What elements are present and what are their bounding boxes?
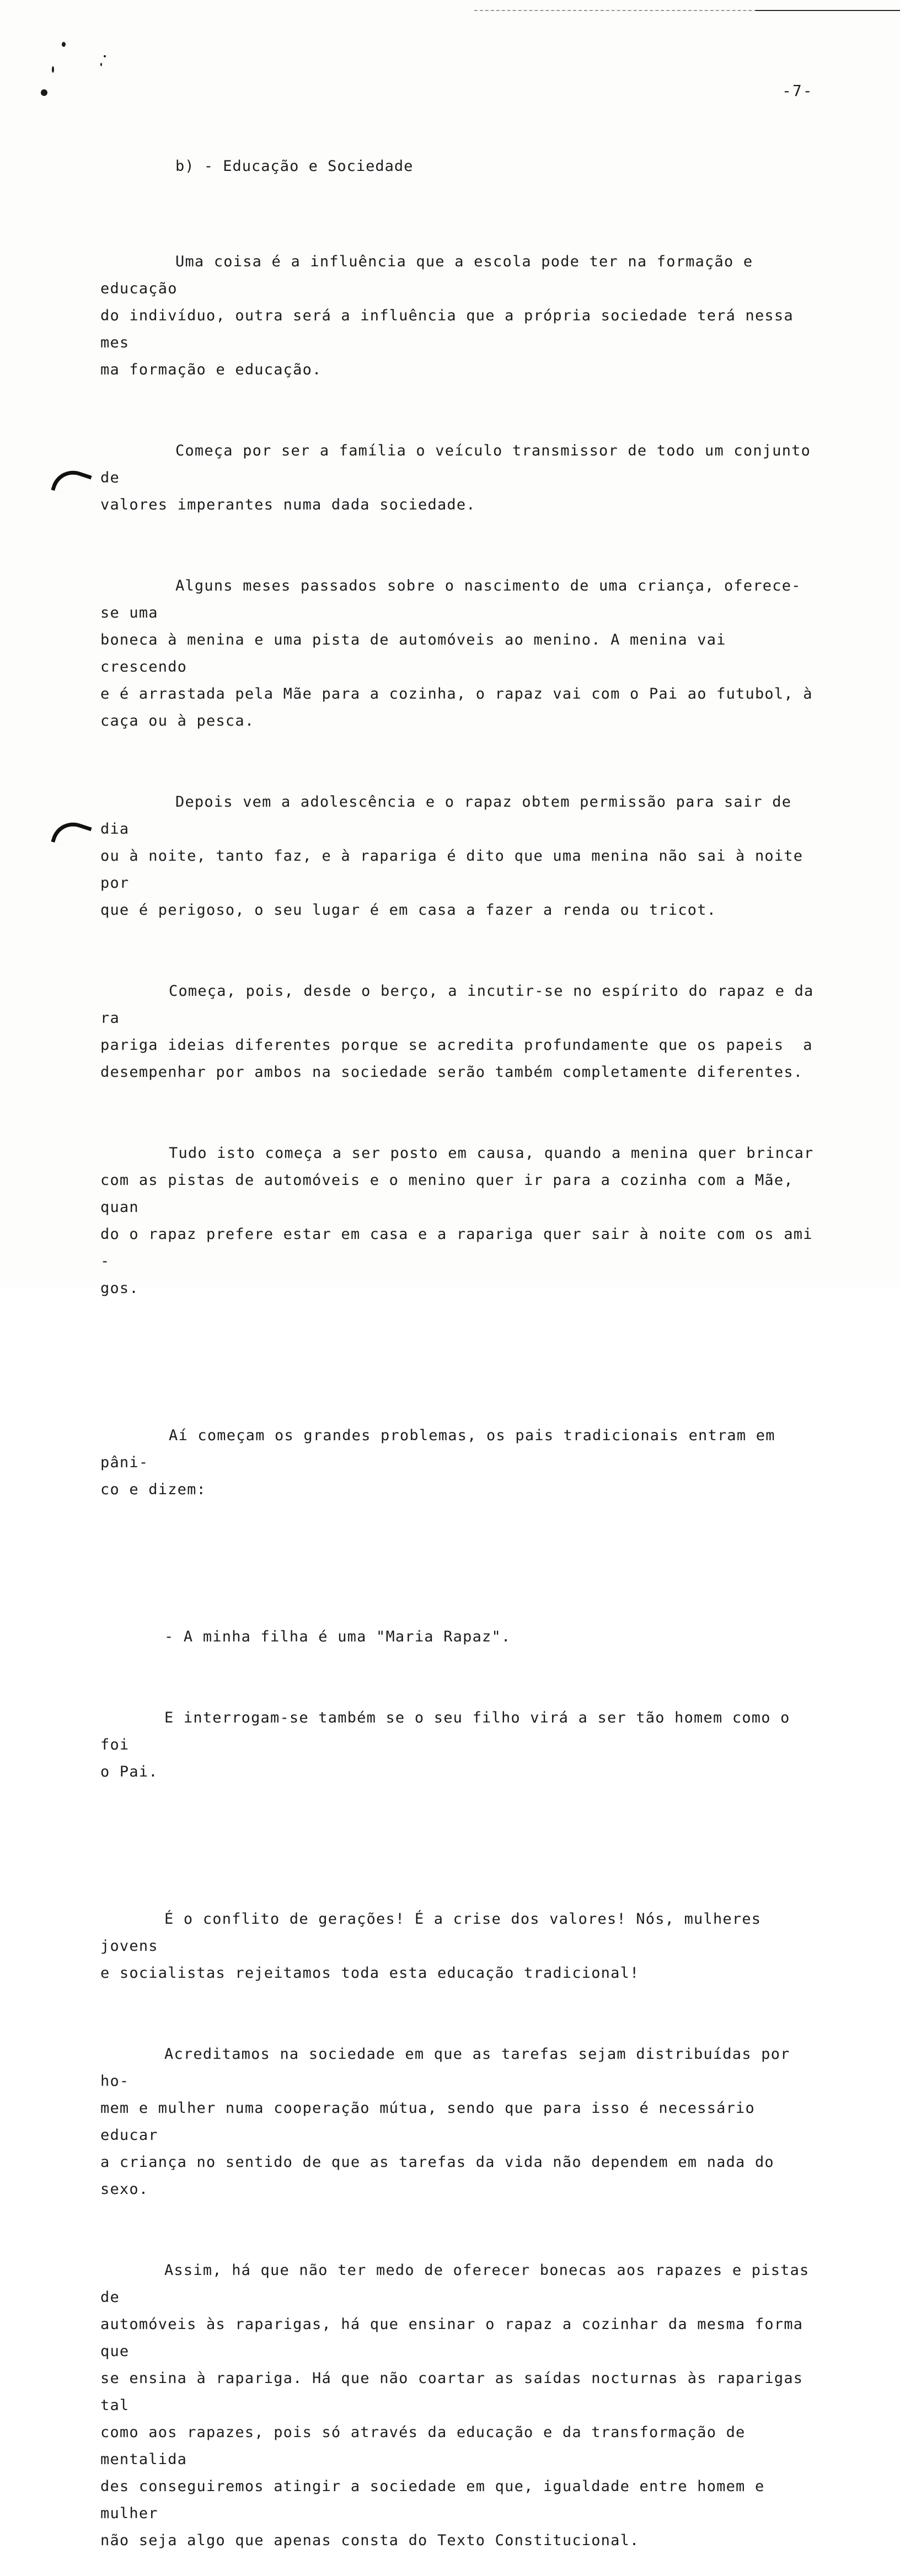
paragraph: Começa por ser a família o veículo transmissor de todo um conjunto de valores imperantes numa dada sociedade. xyxy=(100,442,811,513)
scan-speck xyxy=(100,63,102,66)
paragraph: Aí começam os grandes problemas, os pais tradicionais entram em pâni- co e dizem: xyxy=(100,1427,775,1498)
scan-speck xyxy=(62,42,66,47)
body-text xyxy=(100,194,817,2576)
paragraph: Tudo isto começa a ser posto em causa, quando a menina quer brincar com as pistas de automóveis e o menino quer ir para a cozinha com a Mãe, quan do o rapaz prefere estar em casa e a rapariga quer sair à noite com os ami - gos. xyxy=(100,1145,814,1297)
quoted-line: - A minha filha é uma "Maria Rapaz". xyxy=(164,1628,511,1645)
section-title: b) - Educação e Sociedade xyxy=(175,158,414,175)
paragraph: E interrogam-se também se o seu filho virá a ser tão homem como o foi o Pai. xyxy=(100,1709,790,1780)
paragraph: Acreditamos na sociedade em que as tarefas sejam distribuídas por ho- mem e mulher numa cooperação mútua, sendo que para isso é necessário educar a criança no sentido de que as tarefas da vida não dependem em nada do sexo. xyxy=(100,2046,790,2198)
scan-speck xyxy=(104,55,106,57)
paragraph: Assim, há que não ter medo de oferecer bonecas aos rapazes e pistas de automóveis às raparigas, há que ensinar o rapaz a cozinhar da mesma forma que se ensina à rapariga. Há que não coartar as saídas nocturnas às raparigas tal como aos rapazes, pois só através da educação e da transformação de mentalida des conseguiremos atingir a sociedade em que, igualdade entre homem e mulher não seja algo que apenas consta do Texto Constitucional. xyxy=(100,2262,810,2549)
paragraph-gap xyxy=(100,1356,817,1368)
page-number: -7- xyxy=(782,82,813,100)
paragraph: Alguns meses passados sobre o nascimento de uma criança, oferece-se uma boneca à menina e uma pista de automóveis ao menino. A menina vai crescendo e é arrastada pela Mãe para a cozinha, o rapaz vai com o Pai ao futubol, à caça ou à pesca. xyxy=(100,577,813,729)
scan-edge-line-solid xyxy=(756,10,900,11)
paragraph-gap xyxy=(100,1839,817,1852)
scan-speck xyxy=(41,89,47,96)
paragraph-gap xyxy=(100,1557,817,1569)
punch-hole-mark xyxy=(51,465,92,500)
paragraph: Depois vem a adolescência e o rapaz obtem permissão para sair de dia ou à noite, tanto faz, e à rapariga é dito que uma menina não sai à noite por que é perigoso, o seu lugar é em casa a fazer a renda ou tricot. xyxy=(100,793,803,919)
scan-speck xyxy=(52,66,54,73)
paragraph: É o conflito de gerações! É a crise dos valores! Nós, mulheres jovens e socialistas rejeitamos toda esta educação tradicional! xyxy=(100,1910,762,1982)
paragraph: Uma coisa é a influência que a escola pode ter na formação e educação do indivíduo, outra será a influência que a própria sociedade terá nessa mes ma formação e educação. xyxy=(100,253,794,378)
paragraph: Começa, pois, desde o berço, a incutir-se no espírito do rapaz e da ra pariga ideias diferentes porque se acredita profundamente que os papeis a desempenhar por ambos na sociedade serão também completamente diferentes. xyxy=(100,983,814,1081)
punch-hole-mark xyxy=(51,817,92,852)
